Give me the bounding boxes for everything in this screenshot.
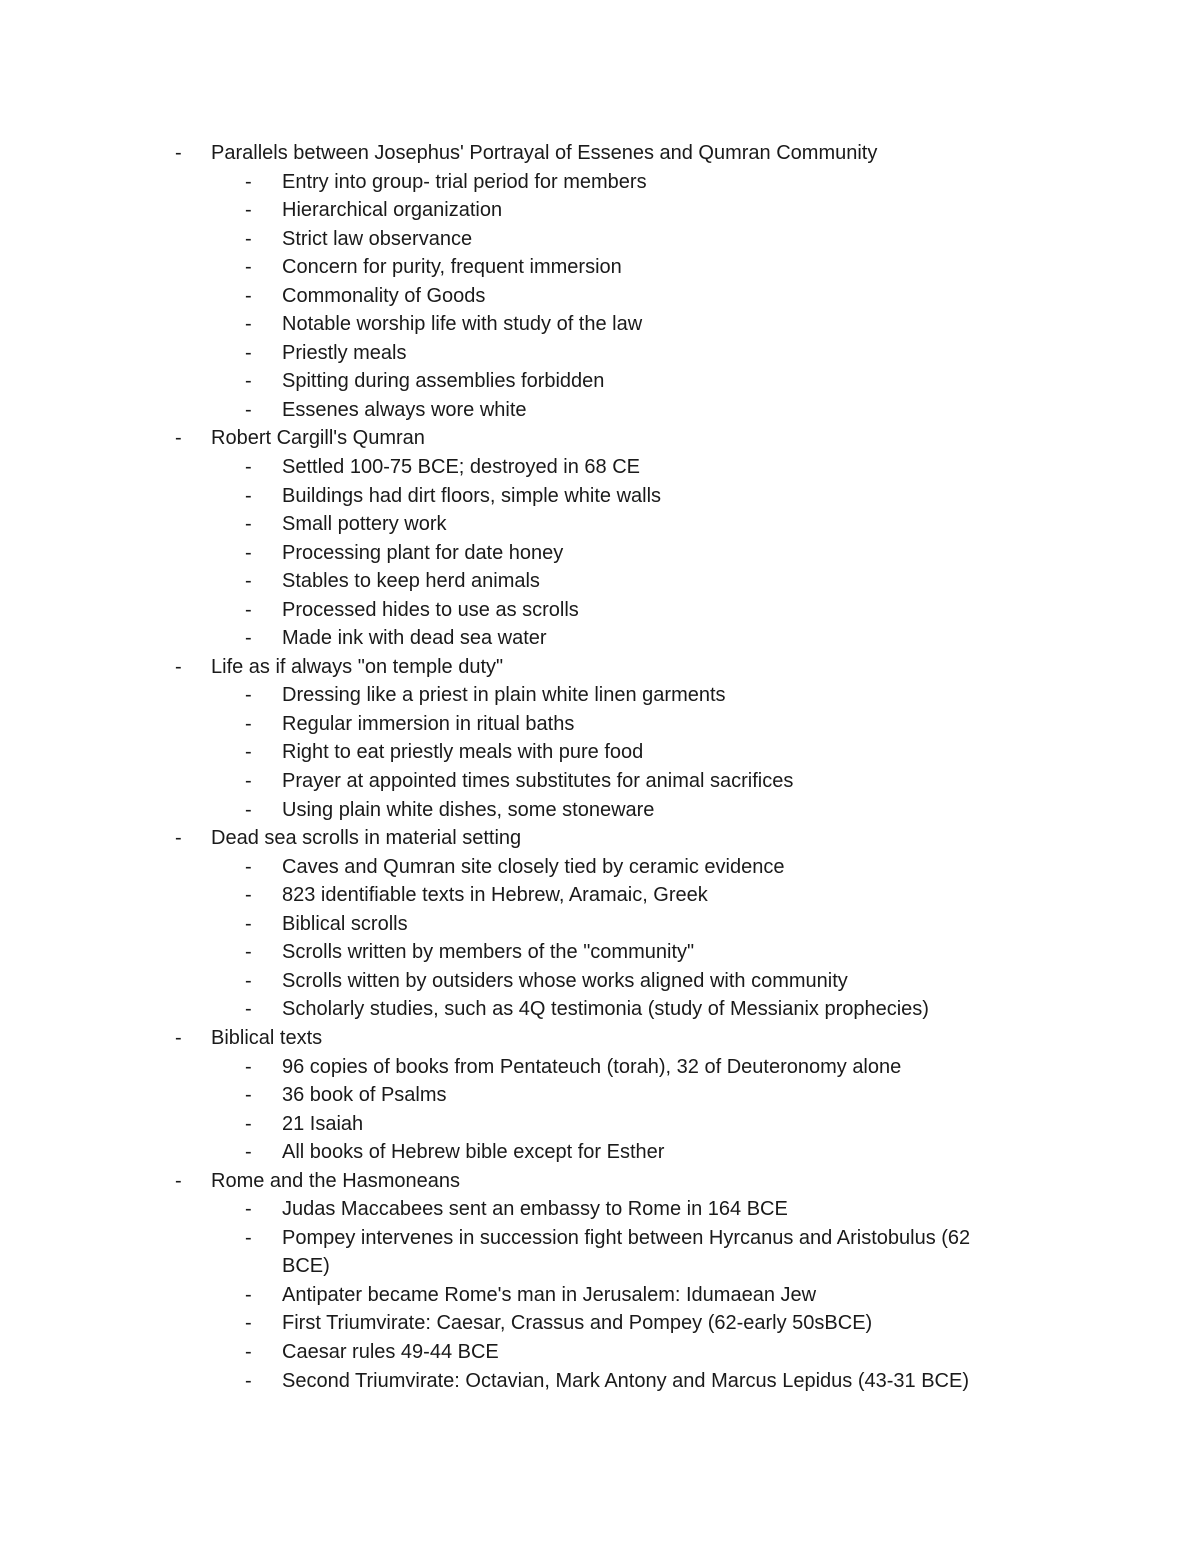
section-heading-text: Rome and the Hasmoneans [211,1169,461,1192]
section-heading [0,424,1200,453]
bullet-dash: - [245,1055,252,1078]
list-item-text: Right to eat priestly meals with pure food [282,741,644,764]
list-item-text: First Triumvirate: Caesar, Crassus and Pompey (62-early 50sBCE) [282,1312,873,1335]
list-item [0,681,1200,710]
bullet-dash: - [245,313,252,336]
bullet-dash: - [245,484,252,507]
bullet-dash: - [175,827,182,850]
bullet-dash: - [245,712,252,735]
list-item-text: Regular immersion in ritual baths [282,712,575,735]
list-item-text: Spitting during assemblies forbidden [282,370,605,393]
list-item [0,1309,1200,1338]
list-item [0,282,1200,311]
list-item [0,738,1200,767]
list-item [0,1338,1200,1367]
bullet-dash: - [245,513,252,536]
list-item-text: Scrolls witten by outsiders whose works aligned with community [282,969,848,992]
list-item-text: Essenes always wore white [282,398,527,421]
list-item-text: Made ink with dead sea water [282,627,547,650]
list-item-text: Caesar rules 49-44 BCE [282,1340,499,1363]
list-item-text: Judas Maccabees sent an embassy to Rome in 164 BCE [282,1198,788,1221]
list-item [0,1138,1200,1167]
list-item [0,1281,1200,1310]
list-item [0,1224,1200,1253]
list-item-text: Dressing like a priest in plain white linen garments [282,684,726,707]
bullet-dash: - [245,884,252,907]
list-item-text: Scholarly studies, such as 4Q testimonia (study of Messianix prophecies) [282,998,929,1021]
bullet-dash: - [245,1369,252,1392]
bullet-dash: - [245,684,252,707]
list-item [0,995,1200,1024]
list-item-text: Strict law observance [282,227,473,250]
list-item [0,453,1200,482]
list-item [0,796,1200,825]
outline-section [0,424,1200,652]
bullet-dash: - [245,1198,252,1221]
bullet-dash: - [175,1026,182,1049]
section-heading-text: Parallels between Josephus' Portrayal of Essenes and Qumran Community [211,142,878,164]
list-item [0,624,1200,653]
list-item [0,225,1200,254]
list-item [0,1053,1200,1082]
bullet-dash: - [245,398,252,421]
list-item-text: Second Triumvirate: Octavian, Mark Antony and Marcus Lepidus (43-31 BCE) [282,1369,969,1392]
list-item [0,710,1200,739]
list-item [0,1081,1200,1110]
list-item-continuation-text: BCE) [282,1255,330,1278]
list-item [0,596,1200,625]
bullet-dash: - [245,1226,252,1249]
list-item [0,567,1200,596]
bullet-dash: - [175,655,182,678]
section-heading [0,1167,1200,1196]
list-item-text: Notable worship life with study of the law [282,313,643,336]
section-heading [0,653,1200,682]
list-item-text: Antipater became Rome's man in Jerusalem: Idumaean Jew [282,1283,817,1306]
bullet-dash: - [175,427,182,450]
list-item-text: All books of Hebrew bible except for Esther [282,1141,665,1164]
list-item-text: Pompey intervenes in succession fight between Hyrcanus and Aristobulus (62 [282,1226,971,1249]
list-item-text: Using plain white dishes, some stoneware [282,798,655,821]
section-heading-text: Dead sea scrolls in material setting [211,827,522,850]
list-item [0,196,1200,225]
list-item [0,967,1200,996]
list-item-text: 36 book of Psalms [282,1084,447,1107]
list-item [0,1367,1200,1396]
bullet-dash: - [245,798,252,821]
outline-section [0,653,1200,824]
document-body [0,139,1200,1395]
list-item-text: 823 identifiable texts in Hebrew, Aramaic, Greek [282,884,708,907]
bullet-dash: - [245,341,252,364]
list-item [0,853,1200,882]
list-item-text: Processing plant for date honey [282,541,564,564]
list-item [0,938,1200,967]
list-item [0,482,1200,511]
bullet-dash: - [245,770,252,793]
list-item-text: 21 Isaiah [282,1112,364,1135]
list-item [0,881,1200,910]
list-item [0,367,1200,396]
list-item [0,1110,1200,1139]
bullet-dash: - [245,855,252,878]
list-item [0,168,1200,197]
bullet-dash: - [245,456,252,479]
list-item-text: Settled 100-75 BCE; destroyed in 68 CE [282,456,640,479]
outline-section [0,1167,1200,1395]
bullet-dash: - [245,1283,252,1306]
list-item [0,539,1200,568]
bullet-dash: - [245,570,252,593]
section-heading-text: Robert Cargill's Qumran [211,427,425,450]
bullet-dash: - [245,227,252,250]
section-heading [0,139,1200,168]
list-item [0,396,1200,425]
list-item-text: Scrolls written by members of the "community" [282,941,695,964]
list-item-text: Buildings had dirt floors, simple white walls [282,484,662,507]
section-heading [0,824,1200,853]
list-item-text: 96 copies of books from Pentateuch (torah), 32 of Deuteronomy alone [282,1055,902,1078]
bullet-dash: - [245,912,252,935]
bullet-dash: - [245,1340,252,1363]
list-item [0,767,1200,796]
list-item [0,510,1200,539]
list-item-text: Hierarchical organization [282,199,503,222]
bullet-dash: - [245,1112,252,1135]
outline-section [0,139,1200,424]
list-item [0,1195,1200,1224]
list-item-text: Small pottery work [282,513,447,536]
list-item [0,339,1200,368]
list-item-text: Caves and Qumran site closely tied by ceramic evidence [282,855,785,878]
section-heading-text: Life as if always "on temple duty" [211,655,504,678]
outline-section [0,824,1200,1024]
bullet-dash: - [245,627,252,650]
section-heading [0,1024,1200,1053]
bullet-dash: - [245,1141,252,1164]
list-item-text: Concern for purity, frequent immersion [282,256,622,279]
list-item-text: Processed hides to use as scrolls [282,598,579,621]
bullet-dash: - [245,284,252,307]
list-item-text: Biblical scrolls [282,912,408,935]
list-item-text: Entry into group- trial period for members [282,170,647,193]
list-item [0,310,1200,339]
bullet-dash: - [245,741,252,764]
bullet-dash: - [245,969,252,992]
bullet-dash: - [245,541,252,564]
list-item-text: Commonality of Goods [282,284,486,307]
bullet-dash: - [245,1084,252,1107]
list-item [0,910,1200,939]
list-item-text: Priestly meals [282,341,407,364]
bullet-dash: - [245,256,252,279]
bullet-dash: - [175,1169,182,1192]
bullet-dash: - [245,370,252,393]
list-item-text: Stables to keep herd animals [282,570,540,593]
bullet-dash: - [175,142,182,164]
list-item [0,253,1200,282]
list-item-continuation [0,1252,1200,1281]
bullet-dash: - [245,598,252,621]
bullet-dash: - [245,199,252,222]
bullet-dash: - [245,170,252,193]
outline-section [0,1024,1200,1167]
bullet-dash: - [245,1312,252,1335]
section-heading-text: Biblical texts [211,1026,323,1049]
list-item-text: Prayer at appointed times substitutes for animal sacrifices [282,770,794,793]
bullet-dash: - [245,998,252,1021]
bullet-dash: - [245,941,252,964]
